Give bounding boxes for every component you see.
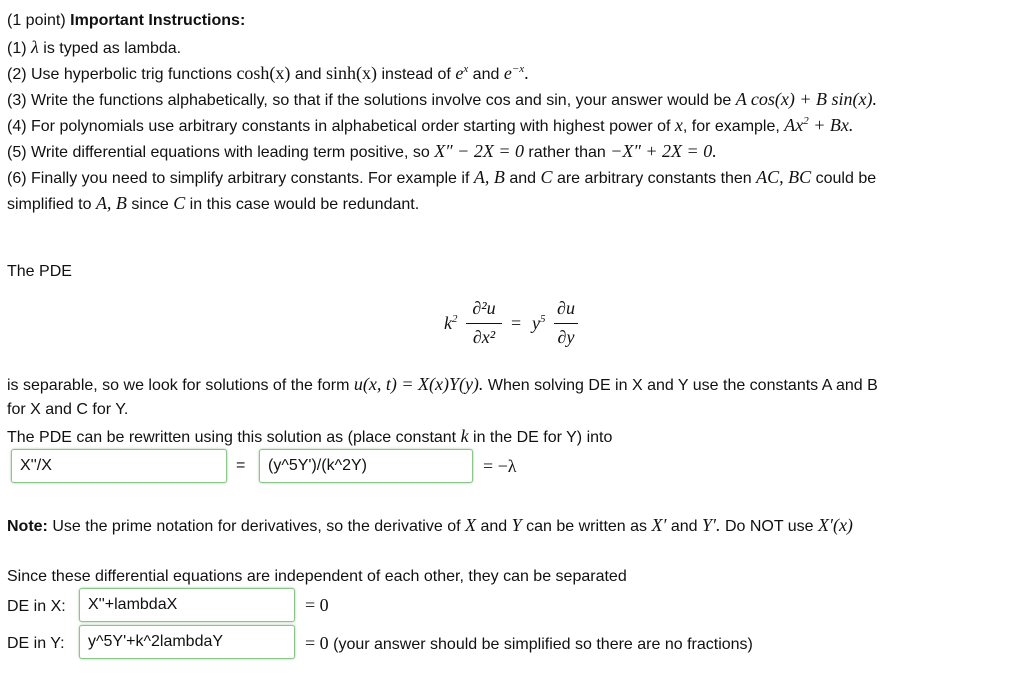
lambda-symbol: λ [31, 37, 39, 57]
pde-rhs-fraction-bar [554, 323, 578, 324]
i4-x: x [674, 115, 683, 135]
note-label: Note: [7, 518, 48, 535]
i6-and: and [509, 170, 537, 187]
s3-k: k [460, 426, 469, 446]
i3-math: A cos(x) + B sin(x). [735, 89, 877, 109]
note-text: Use the prime notation for derivatives, so the derivative of [52, 518, 461, 535]
note-mid: can be written as [526, 518, 648, 535]
i7-since: since [131, 196, 169, 213]
separable-line-1 [7, 373, 878, 397]
pde-lhs-denominator: ∂x² [472, 327, 496, 347]
pde-y: $y^5$ [532, 313, 546, 333]
note-line [7, 514, 853, 538]
cosh-math: cosh(x) [236, 63, 291, 83]
de-y-hint: (your answer should be simplified so there are no fractions) [333, 636, 753, 653]
s3-text: The PDE can be rewritten using this solution as (place constant [7, 429, 457, 446]
note-xprime: X′ [651, 515, 667, 535]
i6-text: (6) Finally you need to simplify arbitrary constants. For example if [7, 170, 470, 187]
i7-text: simplified to [7, 196, 92, 213]
de-y-input[interactable]: y^5Y'+k^2lambdaY [79, 625, 295, 659]
i7-c: C [173, 193, 186, 213]
i4-math: Ax$^2$ + Bx. [784, 115, 854, 135]
de-y-label: DE in Y: [7, 635, 65, 652]
instruction-7 [7, 192, 419, 216]
i1-text: is typed as lambda. [43, 40, 182, 57]
separable-line-2: for X and C for Y. [7, 401, 129, 418]
i1-prefix: (1) [7, 40, 27, 57]
de-x-equals-zero: = 0 [305, 595, 329, 615]
instruction-4 [7, 114, 853, 138]
instruction-heading [7, 10, 245, 32]
s1-text: is separable, so we look for solutions of the form [7, 377, 350, 394]
pde-rhs-numerator: ∂u [557, 298, 575, 318]
pde-rhs-denominator: ∂y [557, 327, 575, 347]
s3-end: in the DE for Y) into [473, 429, 613, 446]
i5-math1: X″ − 2X = 0 [434, 141, 524, 161]
i4-mid: , for example, [682, 118, 780, 135]
de-y-equals-line [305, 632, 753, 656]
answer-equals-lambda: = −λ [483, 456, 517, 476]
note-and: and [480, 518, 508, 535]
i6-mid: are arbitrary constants then [556, 170, 752, 187]
pde-lhs-fraction-bar [466, 323, 502, 324]
i5-text: (5) Write differential equations with leading term positive, so [7, 144, 430, 161]
pde-lhs-numerator: ∂²u [472, 298, 496, 318]
emx-math: $e^{-x}$ [503, 63, 525, 83]
de-x-label: DE in X: [7, 598, 66, 615]
i5-math2: −X″ + 2X = 0. [610, 141, 717, 161]
instruction-5 [7, 140, 717, 164]
i6-ab: A, B [473, 167, 505, 187]
i6-acbc: AC, BC [756, 167, 812, 187]
i2-and: and [294, 66, 322, 83]
note-y: Y [511, 515, 522, 535]
i6-c: C [540, 167, 553, 187]
sinh-math: sinh(x) [326, 63, 378, 83]
i7-end: in this case would be redundant. [189, 196, 420, 213]
i6-end: could be [815, 170, 877, 187]
note-and2: and [670, 518, 698, 535]
instruction-2 [7, 62, 529, 86]
s1-end: When solving DE in X and Y use the constants A and B [487, 377, 878, 394]
i5-mid: rather than [528, 144, 606, 161]
note-yprime: Y′. [702, 515, 721, 535]
i2-instead: instead of [381, 66, 451, 83]
de-y-equals-zero: = 0 [305, 633, 329, 653]
answer-equals-1: = [236, 457, 246, 474]
separated-text: Since these differential equations are independent of each other, they can be separated [7, 568, 627, 585]
instruction-3 [7, 88, 877, 112]
instruction-6 [7, 166, 876, 190]
instruction-1 [7, 36, 181, 60]
pde-label: The PDE [7, 263, 72, 280]
note-x: X [465, 515, 476, 535]
pde-k: $k^2$ [444, 313, 458, 333]
s1-math: u(x, t) = X(x)Y(y). [353, 374, 484, 394]
i4-text: (4) For polynomials use arbitrary constants in alphabetical order starting with highest power of [7, 118, 671, 135]
i2-text: (2) Use hyperbolic trig functions [7, 66, 232, 83]
separable-line-3 [7, 425, 612, 449]
note-end: Do NOT use [724, 518, 814, 535]
i7-ab: A, B [95, 193, 127, 213]
i2-dot: . [524, 63, 529, 83]
answer-x-ratio-input[interactable]: X''/X [11, 449, 227, 483]
de-x-input[interactable]: X''+lambdaX [79, 588, 295, 622]
ex-math: $e^x$ [455, 63, 469, 83]
note-xpx: X′(x) [818, 515, 853, 535]
answer-y-ratio-input[interactable]: (y^5Y')/(k^2Y) [259, 449, 473, 483]
i2-and2: and [472, 66, 500, 83]
pde-equals: = [511, 313, 522, 333]
i3-text: (3) Write the functions alphabetically, so that if the solutions involve cos and sin, your answer would be [7, 92, 732, 109]
heading-text: Important Instructions: [70, 12, 246, 29]
point-value: (1 point) [7, 12, 66, 29]
